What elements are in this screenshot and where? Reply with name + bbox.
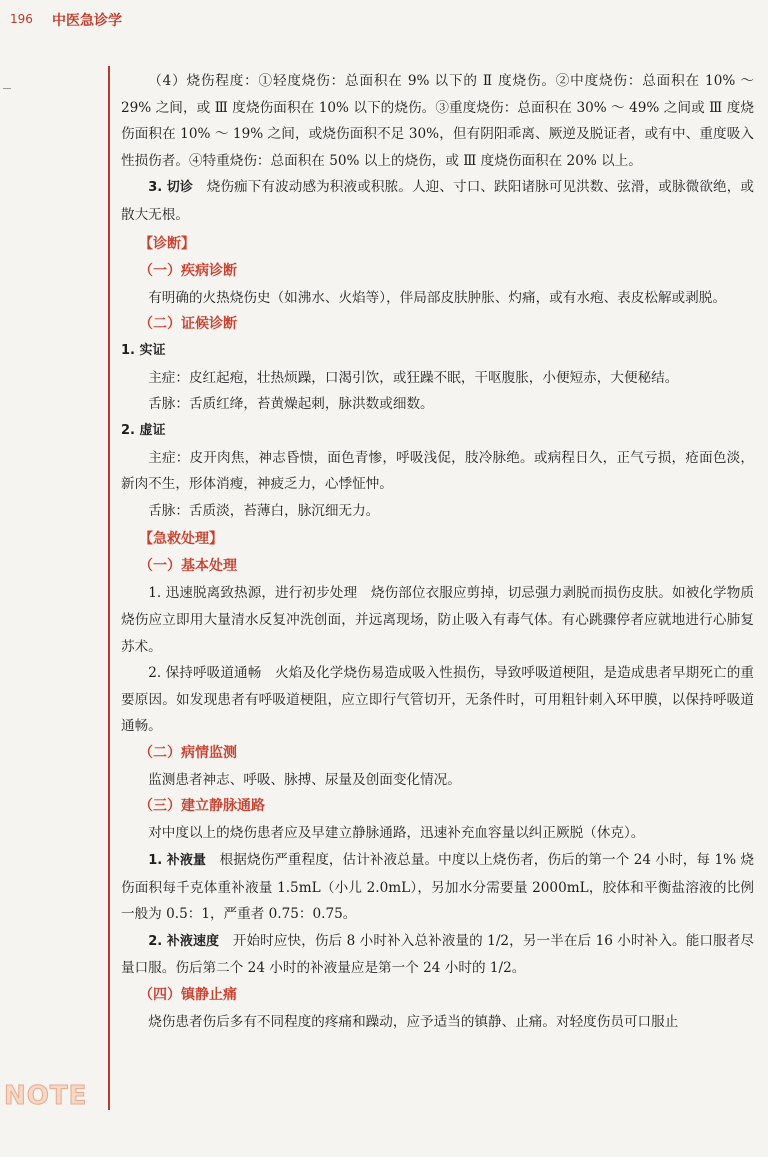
paragraph-sedation: 烧伤患者伤后多有不同程度的疼痛和躁动，应予适当的镇静、止痛。对轻度伤员可口服止 (148, 1014, 679, 1031)
subsection-sedation: （四）镇静止痛 (139, 987, 237, 1004)
subsection-monitoring: （二）病情监测 (139, 744, 237, 761)
excess-tongue-pulse: 舌脉：舌质红绛，苔黄燥起刺，脉洪数或细数。 (148, 396, 434, 413)
margin-rule (108, 66, 110, 1110)
note-watermark: NOTE (4, 1081, 88, 1111)
paragraph-burn-degree: （4）烧伤程度：①轻度烧伤：总面积在 9% 以下的 Ⅱ 度烧伤。②中度烧伤：总面积在 10% ～ 29% 之间，或 Ⅲ 度烧伤面积在 10% 以下的烧伤。③重度烧伤：总面积在 30% ～ 49% 之间或 Ⅲ 度烧伤面积在 10% ～ 19% 之间，或烧伤面积不足 30%，但有阴阳乖离、厥逆及脱证者，或有中、重度吸入性损伤者。④特重烧伤：总面积在 50% 以上的烧伤，或 Ⅲ 度烧伤面积在 20% 以上。 (121, 73, 754, 169)
section-emergency-treatment: 【急救处理】 (139, 531, 223, 548)
paragraph-disease-diagnosis: 有明确的火热烧伤史（如沸水、火焰等），伴局部皮肤肿胀、灼痛，或有水疱、表皮松解或剥脱。 (148, 289, 726, 306)
fluid-speed-heading: 2. 补液速度 (148, 933, 220, 949)
subsection-basic-treatment: （一）基本处理 (139, 558, 237, 575)
margin-tick (3, 88, 11, 89)
page-header (0, 0, 768, 40)
fluid-amount-heading: 1. 补液量 (148, 853, 206, 869)
fluid-amount-text: 根据烧伤严重程度，估计补液总量。中度以上烧伤者，伤后的第一个 24 小时，每 1% 烧伤面积每千克体重补液量 1.5mL（小儿 2.0mL），另加水分需要量 2000mL，胶体和平衡盐溶液的比例一般为 0.5：1，严重者 0.75：0.75。 (121, 852, 754, 923)
pulse-text: 烧伤痂下有波动感为积液或积脓。人迎、寸口、趺阳诸脉可见洪数、弦滑，或脉微欲绝，或散大无根。 (121, 179, 755, 223)
deficiency-main-symptoms: 主症：皮开肉焦，神志昏愦，面色青惨，呼吸浅促，肢冷脉绝。或病程日久，正气亏损，疮面色淡，新肉不生，形体消瘦，神疲乏力，心悸怔忡。 (121, 449, 754, 493)
paragraph-basic-2: 2. 保持呼吸道通畅 火焰及化学烧伤易造成吸入性损伤，导致呼吸道梗阻，是造成患者早期死亡的重要原因。如发现患者有呼吸道梗阻，应立即行气管切开，无条件时，可用粗针刺入环甲膜，以保持呼吸道通畅。 (121, 665, 754, 735)
page-number: 196 (10, 12, 33, 26)
subsection-syndrome-diagnosis: （二）证候诊断 (139, 316, 237, 333)
section-diagnosis: 【诊断】 (139, 235, 195, 252)
excess-main-symptoms: 主症：皮红起疱，壮热烦躁，口渴引饮，或狂躁不眠，干呕腹胀，小便短赤，大便秘结。 (148, 369, 679, 386)
fluid-speed-text: 开始时应快，伤后 8 小时补入总补液量的 1/2，另一半在后 16 小时补入。能口服者尽量口服。伤后第二个 24 小时的补液量应是第一个 24 小时的 1/2。 (121, 932, 754, 977)
paragraph-pulse-diagnosis (121, 174, 754, 228)
paragraph-fluid-speed (121, 928, 754, 982)
paragraph-iv-access: 对中度以上的烧伤患者应及早建立静脉通路，迅速补充血容量以纠正厥脱（休克）。 (148, 825, 645, 842)
subsection-disease-diagnosis: （一）疾病诊断 (139, 262, 237, 279)
page-body (121, 68, 754, 1036)
heading-deficiency-syndrome: 2. 虚证 (121, 422, 166, 438)
paragraph-monitoring: 监测患者神志、呼吸、脉搏、尿量及创面变化情况。 (148, 771, 461, 788)
book-title: 中医急诊学 (52, 13, 122, 29)
paragraph-basic-1: 1. 迅速脱离致热源，进行初步处理 烧伤部位衣服应剪掉，切忌强力剥脱而损伤皮肤。如被化学物质烧伤应立即用大量清水反复冲洗创面，并远离现场，防止吸入有毒气体。有心跳骤停者应就地进行心肺复苏术。 (121, 585, 754, 655)
heading-excess-syndrome: 1. 实证 (121, 343, 166, 359)
subsection-iv-access: （三）建立静脉通路 (139, 798, 265, 815)
paragraph-fluid-amount (121, 847, 754, 928)
pulse-heading: 3. 切诊 (148, 180, 193, 196)
deficiency-tongue-pulse: 舌脉：舌质淡，苔薄白，脉沉细无力。 (148, 502, 380, 519)
